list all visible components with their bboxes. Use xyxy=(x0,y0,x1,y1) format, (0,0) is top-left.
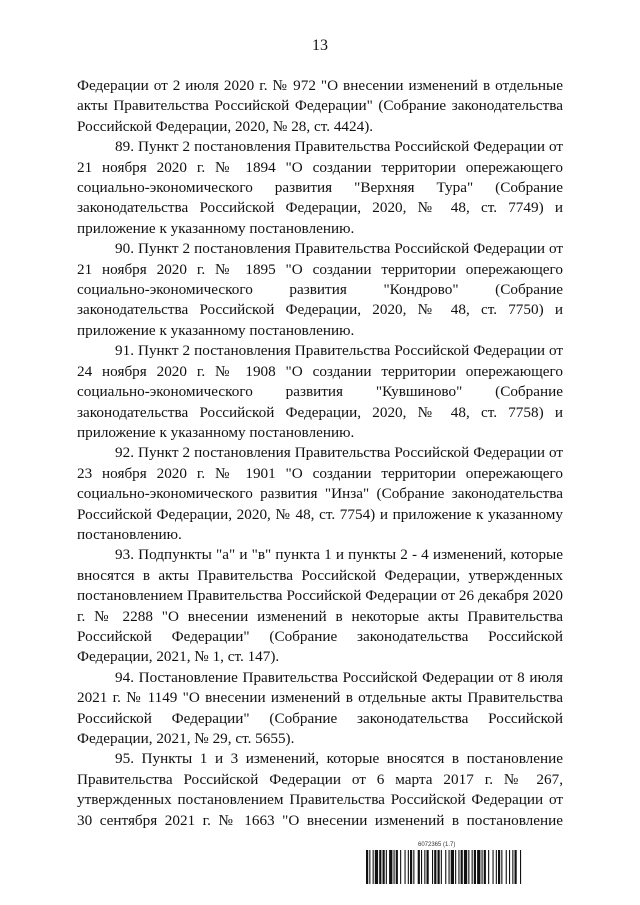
barcode-bar xyxy=(501,850,502,884)
paragraph-item-94: 94. Постановление Правительства Российской Федерации от 8 июля 2021 г. № 1149 "О внесении изменений в отдельные акты Правительства Российской Федерации" (Собрание законодательства Российской Федерации, 2021, № 29, ст. 5655). xyxy=(77,668,563,747)
barcode-bar xyxy=(405,850,406,884)
barcode-bar xyxy=(509,850,510,884)
paragraph-item-95: 95. Пункты 1 и 3 изменений, которые вносятся в постановление Правительства Российской Федерации от 6 марта 2017 г. № 267, утвержденных постановлением Правительства Российской Федерации от 30 сентября 2021 г. № 1663 "О внесении изменений в постановление xyxy=(77,750,563,829)
barcode-bar xyxy=(396,850,398,884)
barcode-bar xyxy=(369,850,370,884)
paragraph-item-91: 91. Пункт 2 постановления Правительства Российской Федерации от 24 ноября 2020 г. № 1908 "О создании территории опережающего социально-экономического развития "Кувшиново" (Собрание законодательства Российской Федерации, 2020, № 48, ст. 7758) и приложение к указанному постановлению. xyxy=(77,342,563,441)
barcode-bar xyxy=(458,850,459,884)
barcode-bar xyxy=(383,850,385,884)
barcode-bar xyxy=(464,850,467,884)
barcode-bar xyxy=(474,850,476,884)
paragraph-item-93: 93. Подпункты "а" и "в" пункта 1 и пункты 2 - 4 изменений, которые вносятся в акты Правительства Российской Федерации, утвержденных постановлением Правительства Российской Федерации от 26 декабря 2020 г. № 2288 "О внесении изменений в некоторые акты Правительства Российской Федерации" (Собрание законодательства Российской Федерации, 2021, № 1, ст. 147). xyxy=(77,546,563,666)
barcode-bar xyxy=(400,850,401,884)
barcode-bar xyxy=(418,850,420,884)
barcode-bar xyxy=(451,850,454,884)
barcode-bar xyxy=(449,850,450,884)
barcode-bar xyxy=(389,850,392,884)
barcode-bar xyxy=(438,850,440,884)
barcode-bar xyxy=(424,850,425,884)
barcode-bar xyxy=(432,850,433,884)
barcode-bar xyxy=(386,850,387,884)
barcode-bar xyxy=(477,850,480,884)
barcode-bar xyxy=(413,850,414,884)
barcode-bar xyxy=(461,850,463,884)
barcode-bar xyxy=(515,850,517,884)
barcode-bar xyxy=(394,850,395,884)
barcode-caption: 6072365 (1.7) xyxy=(418,842,456,848)
barcode-bar xyxy=(496,850,497,884)
paragraph-item-89: 89. Пункт 2 постановления Правительства Российской Федерации от 21 ноября 2020 г. № 1894 "О создании территории опережающего социально-экономического развития "Верхняя Тура" (Собрание законодательства Российской Федерации, 2020, № 48, ст. 7749) и приложение к указанному постановлению. xyxy=(77,138,563,237)
page-number: 13 xyxy=(312,37,328,54)
barcode-bar xyxy=(408,850,409,884)
barcode-bar xyxy=(427,850,429,884)
barcode-bar xyxy=(472,850,473,884)
barcode-image xyxy=(366,850,562,884)
barcode-bar xyxy=(482,850,483,884)
barcode-bar xyxy=(410,850,412,884)
barcode-bar xyxy=(366,850,368,884)
barcode-stamp xyxy=(366,841,562,885)
paragraph-item-92: 92. Пункт 2 постановления Правительства Российской Федерации от 23 ноября 2020 г. № 1901 "О создании территории опережающего социально-экономического развития "Инза" (Собрание законодательства Российской Федерации, 2020, № 48, ст. 7754) и приложение к указанному постановлению. xyxy=(77,444,563,543)
barcode-bar xyxy=(455,850,456,884)
barcode-bar xyxy=(441,850,442,884)
barcode-bar xyxy=(375,850,378,884)
barcode-bar xyxy=(520,850,521,884)
paragraph-continuation: Федерации от 2 июля 2020 г. № 972 "О внесении изменений в отдельные акты Правительства Российской Федерации" (Собрание законодательства Российской Федерации, 2020, № 28, ст. 4424). xyxy=(77,77,563,135)
barcode-bar xyxy=(493,850,494,884)
barcode-bar xyxy=(373,850,374,884)
paragraph-item-90: 90. Пункт 2 постановления Правительства Российской Федерации от 21 ноября 2020 г. № 1895 "О создании территории опережающего социально-экономического развития "Кондрово" (Собрание законодательства Российской Федерации, 2020, № 48, ст. 7750) и приложение к указанному постановлению. xyxy=(77,240,563,339)
barcode-bar xyxy=(468,850,469,884)
document-body xyxy=(77,76,563,831)
barcode-bar xyxy=(484,850,486,884)
barcode-bar xyxy=(488,850,489,884)
barcode-bar xyxy=(421,850,422,884)
barcode-bar xyxy=(445,850,446,884)
barcode-bar xyxy=(506,850,507,884)
barcode-bar xyxy=(379,850,381,884)
barcode-bar xyxy=(434,850,436,884)
barcode-bar xyxy=(498,850,500,884)
barcode-bar xyxy=(512,850,513,884)
